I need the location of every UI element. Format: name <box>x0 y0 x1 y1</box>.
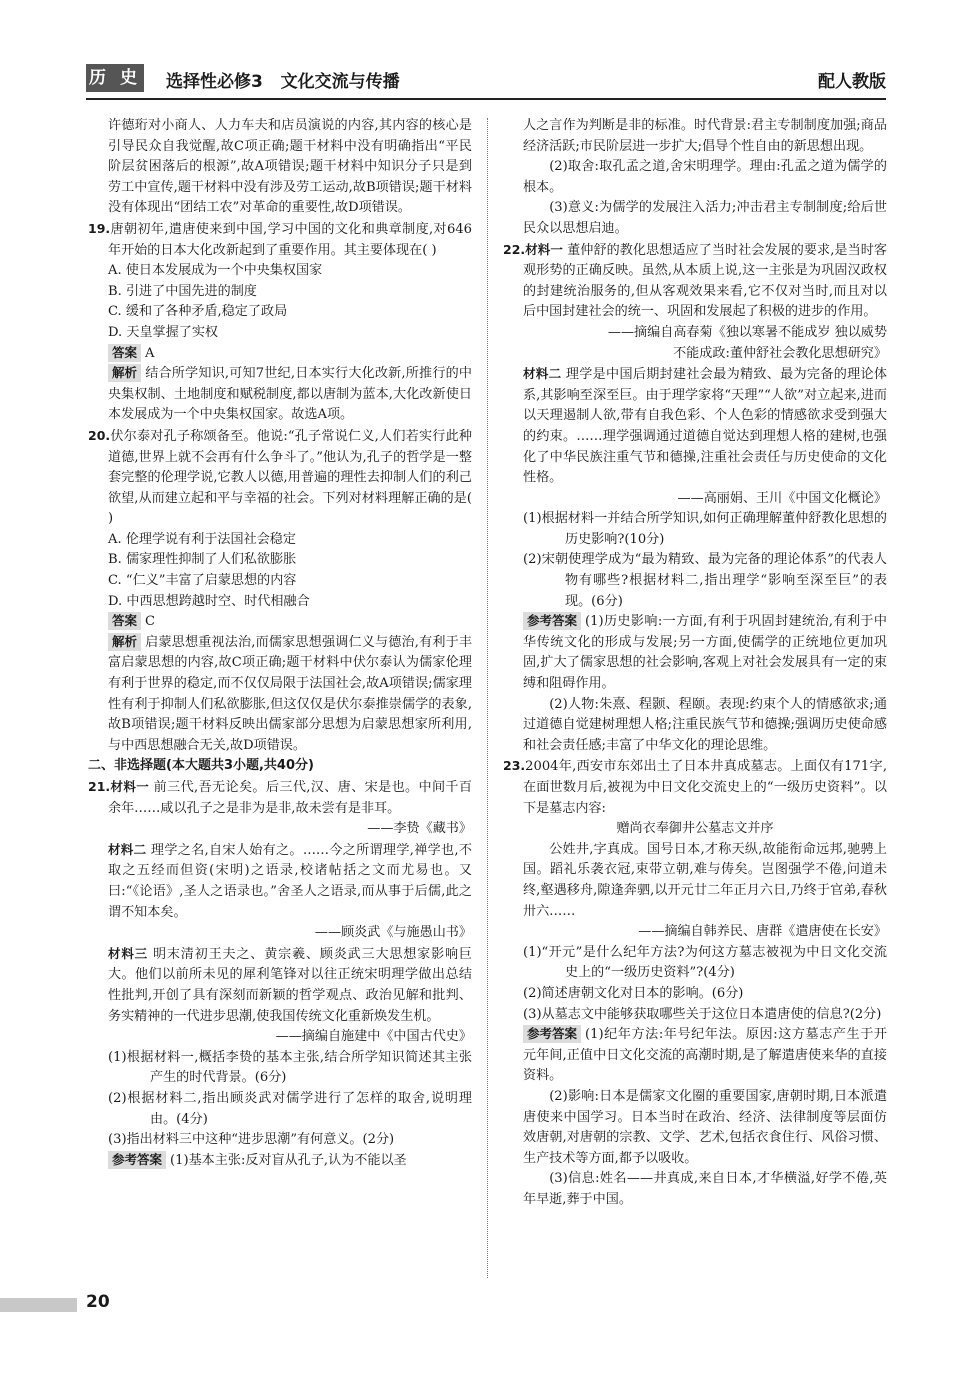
section-heading: 二、非选择题(本大题共3小题,共40分) <box>88 758 314 774</box>
option-b: B. 引进了中国先进的制度 <box>108 283 257 299</box>
option-b: B. 儒家理性抑制了人们私欲膨胀 <box>108 552 297 568</box>
answer-label: 答案 <box>108 612 141 630</box>
reference-answer-label: 参考答案 <box>108 1151 166 1169</box>
question-stem: 伏尔泰对孔子称颂备至。他说:“孔子常说仁义,人们若实行此种道德,世界上就不会再有什么争斗了。”他认为,孔子的哲学是一整套完整的伦理学说,它教人以德,用普遍的理性去抑制人们的利己欲望,从而建立起和平与幸福的社会。下列对材料理解正确的是( ) <box>108 428 472 527</box>
question-stem: 2004年,西安市东郊出土了日本井真成墓志。上面仅有171字,在面世数月后,被视为中日文化交流史上的“一级历史资料”。以下是墓志内容: <box>523 759 887 816</box>
material-source: 不能成政:董仲舒社会教化思想研究》 <box>673 345 887 361</box>
page-header <box>86 62 886 96</box>
reference-answer-label: 参考答案 <box>523 1025 581 1043</box>
material-label: 材料三 <box>108 945 148 961</box>
reference-answer-text: (1)历史影响:一方面,有利于巩固封建统治,有利于中华传统文化的形成与发展;另一方面,使儒学的正统地位更加巩固,扩大了儒家思想的社会影响,客观上对社会发展具有一定的束缚和阻碍作用。 <box>523 614 887 692</box>
column-divider <box>487 118 488 1278</box>
book-title: 选择性必修3 文化交流与传播 <box>166 72 400 92</box>
sub-question-2: (2)简述唐朝文化对日本的影响。(6分) <box>523 985 744 1001</box>
material-source: ——摘编自施建中《中国古代史》 <box>275 1029 472 1045</box>
reference-answer-label: 参考答案 <box>523 612 581 630</box>
page-number: 20 <box>86 1292 110 1312</box>
material-text: 明末清初王夫之、黄宗羲、顾炎武三大思想家影响巨大。他们以前所未见的犀利笔锋对以往正统宋明理学做出总结性批判,开创了具有深刻而新颖的哲学观点、政治见解和批判、务实精神的一代进步思潮,使我国传统文化重新焕发生机。 <box>108 946 472 1024</box>
material-source: ——顾炎武《与施愚山书》 <box>314 925 472 941</box>
reference-answer-continued: 人之言作为判断是非的标准。时代背景:君主专制制度加强;商品经济活跃;市民阶层进一步扩大;倡导个性自由的新思想出现。 <box>523 118 887 154</box>
question-22 <box>503 240 887 757</box>
footer-bar <box>0 1298 77 1312</box>
option-d: D. 天皇掌握了实权 <box>108 324 219 340</box>
reference-answer-text: (1)纪年方法:年号纪年法。原因:这方墓志产生于开元年间,正值中日文化交流的高潮时期,是了解遣唐使来华的直接资料。 <box>523 1027 887 1084</box>
header-rule <box>86 98 886 100</box>
reference-answer-text: (2)人物:朱熹、程颢、程颐。表现:约束个人的情感欲求;通过道德自觉建树理想人格;注重民族气节和德操;强调历史使命感和社会责任感;丰富了中华文化的理论思维。 <box>523 696 887 753</box>
material-label: 材料一 <box>525 241 563 257</box>
reference-answer-continued: (2)取舍:取孔孟之道,舍宋明理学。理由:孔孟之道为儒学的根本。 <box>523 159 887 195</box>
edition-label: 配人教版 <box>818 72 886 92</box>
reference-answer-text: (2)影响:日本是儒家文化圈的重要国家,唐朝时期,日本派遣唐使来中国学习。日本当时在政治、经济、法律制度等层面仿效唐朝,对唐朝的宗教、文学、艺术,包括衣食住行、风俗习惯、生产技术等方面,都予以吸收。 <box>523 1088 887 1166</box>
question-number: 20. <box>88 427 111 443</box>
answer-label: 答案 <box>108 344 141 362</box>
reference-answer-text: (1)基本主张:反对盲从孔子,认为不能以圣 <box>170 1152 407 1168</box>
material-source: ——高丽娟、王川《中国文化概论》 <box>677 490 887 506</box>
sub-question-1: (1)根据材料一,概括李贽的基本主张,结合所学知识简述其主张产生的时代背景。(6分) <box>108 1049 472 1086</box>
material-text: 理学是中国后期封建社会最为精致、最为完备的理论体系,其影响至深至巨。由于理学家将“天理”“人欲”对立起来,进而以天理遏制人欲,带有自我色彩、个人色彩的情感欲求受到强大的约束。……理学强调通过道德自觉达到理想人格的建树,也强化了中华民族注重气节和德操,注重社会责任与历史使命的文化性格。 <box>523 367 887 486</box>
option-a: A. 使日本发展成为一个中央集权国家 <box>108 263 323 279</box>
analysis-label: 解析 <box>108 364 141 382</box>
question-stem: 唐朝初年,遣唐使来到中国,学习中国的文化和典章制度,对646年开始的日本大化改新起到了重要作用。其主要体现在( ) <box>108 221 472 258</box>
reference-answer-continued: (3)意义:为儒学的发展注入活力;冲击君主专制制度;给后世民众以思想启迪。 <box>523 200 887 236</box>
option-d: D. 中西思想跨越时空、时代相融合 <box>108 593 310 609</box>
sub-question-1: (1)根据材料一并结合所学知识,如何正确理解董仲舒教化思想的历史影响?(10分) <box>523 511 887 547</box>
question-number: 21. <box>88 779 111 794</box>
sub-question-3: (3)指出材料三中这种“进步思潮”有何意义。(2分) <box>108 1132 395 1148</box>
sub-question-3: (3)从墓志文中能够获取哪些关于这位日本遣唐使的信息?(2分) <box>523 1006 882 1022</box>
answer-value: C <box>145 614 156 630</box>
right-column <box>503 116 887 1210</box>
option-a: A. 伦理学说有利于法国社会稳定 <box>108 531 296 547</box>
material-text: 理学之名,自宋人始有之。……今之所谓理学,禅学也,不取之五经而但资(宋明)之语录,校诸帖括之文而尤易也。又曰:“《论语》,圣人之语录也。”舍圣人之语录,而从事于后儒,此之谓不知本矣。 <box>108 842 472 920</box>
material-label: 材料二 <box>108 841 147 857</box>
subject-badge: 历 史 <box>86 64 144 92</box>
analysis-text: 结合所学知识,可知7世纪,日本实行大化改新,所推行的中央集权制、土地制度和赋税制度,都以唐制为蓝本,大化改新使日本发展成为一个中央集权国家。故选A项。 <box>108 366 472 423</box>
option-c: C. “仁义”丰富了启蒙思想的内容 <box>108 573 297 589</box>
analysis-label: 解析 <box>108 633 141 651</box>
material-source: ——摘编自高春菊《独以寒暑不能成岁 独以威势 <box>607 324 887 340</box>
sub-question-2: (2)宋朝使理学成为“最为精致、最为完备的理论体系”的代表人物有哪些?根据材料二,指出理学“影响至深至巨”的表现。(6分) <box>523 552 887 609</box>
material-text: 前三代,吾无论矣。后三代,汉、唐、宋是也。中间千百余年……咸以孔子之是非为是非,故未尝有是非耳。 <box>108 780 472 816</box>
material-source: ——摘编自韩养民、唐群《遣唐使在长安》 <box>638 924 887 940</box>
material-label: 材料一 <box>110 779 150 794</box>
question-19 <box>88 219 472 426</box>
material-source: ——李贽《藏书》 <box>367 821 472 837</box>
question-21 <box>88 777 472 1171</box>
epitaph-title: 赠尚衣奉御井公墓志文并序 <box>616 821 774 837</box>
question-number: 22. <box>503 241 526 257</box>
question-number: 23. <box>503 758 526 774</box>
question-number: 19. <box>88 220 111 236</box>
analysis-text: 启蒙思想重视法治,而儒家思想强调仁义与德治,有利于丰富启蒙思想的内容,故C项正确;题干材料中伏尔泰认为儒家伦理有利于世界的稳定,而不仅仅局限于法国社会,故A项错误;儒家理性有利于抑制人们私欲膨胀,但这仅仅是伏尔泰推崇儒学的表象,故B项错误;题干材料反映出儒家部分思想为启蒙思想家所利用,与中西思想融合无关,故D项错误。 <box>108 634 472 753</box>
sub-question-2: (2)根据材料二,指出顾炎武对儒学进行了怎样的取舍,说明理由。(4分) <box>108 1090 472 1127</box>
left-column <box>88 116 472 1171</box>
question-23 <box>503 756 887 1210</box>
sub-question-1: (1)“开元”是什么纪年方法?为何这方墓志被视为中日文化交流史上的“一级历史资料”?(4分) <box>523 944 887 981</box>
material-label: 材料二 <box>523 366 562 382</box>
question-20 <box>88 426 472 757</box>
reference-answer-text: (3)信息:姓名——井真成,来自日本,才华横溢,好学不倦,英年早逝,葬于中国。 <box>523 1171 887 1207</box>
epitaph-text: 公姓井,字真成。国号日本,才称天纵,故能衔命远邦,驰骋上国。蹈礼乐袭衣冠,束带立朝,难与俦矣。岂图强学不倦,问道未终,壑遇移舟,隙逢奔驷,以开元廿二年正月六日,乃终于官弟,春秋卅六…… <box>523 841 887 919</box>
material-text: 董仲舒的教化思想适应了当时社会发展的要求,是当时客观形势的正确反映。虽然,从本质上说,这一主张是为巩固汉政权的封建统治服务的,但从客观效果来看,它不仅对当时,而且对以后中国封建社会的统一、巩固和发展起了积极的进步的作用。 <box>523 242 887 320</box>
q18-analysis-tail: 许德珩对小商人、人力车夫和店员演说的内容,其内容的核心是引导民众自我觉醒,故C项正确;题干材料中没有明确指出“平民阶层贫困落后的根源”,故A项错误;题干材料中知识分子只是到劳工中宣传,题干材料中没有涉及劳工运动,故B项错误;题干材料没有体现出“团结工农”对革命的重要性,故D项错误。 <box>108 118 472 216</box>
answer-value: A <box>145 345 155 361</box>
option-c: C. 缓和了各种矛盾,稳定了政局 <box>108 304 288 320</box>
